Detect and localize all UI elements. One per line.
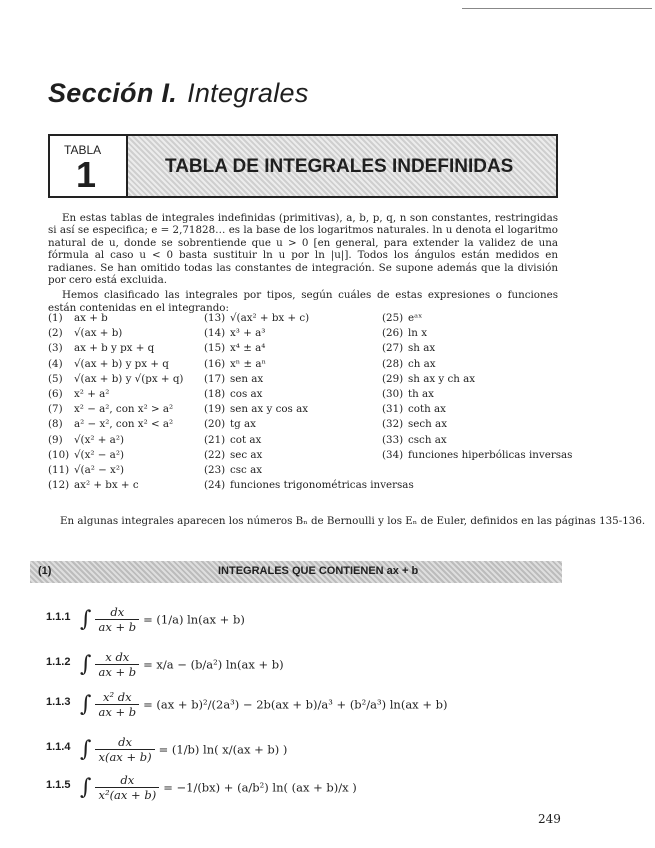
integrand-type-item — [48, 342, 154, 354]
integral-sign: ∫ — [80, 607, 92, 632]
table-title: TABLA DE INTEGRALES INDEFINIDAS — [165, 156, 514, 177]
integrand-type-item — [48, 358, 169, 370]
integrand-type-number: (29) — [382, 372, 404, 385]
bernoulli-euler-note: En algunas integrales aparecen los números Bₙ de Bernoulli y los Eₙ de Euler, definidos en las páginas 135-136. — [60, 515, 646, 527]
integrand-type-expression: x² + a² — [74, 388, 110, 400]
integrand-type-expression: coth ax — [408, 403, 446, 416]
integrand-type-item — [204, 358, 266, 370]
integrand-type-item — [48, 388, 109, 400]
integrand-fraction — [95, 650, 139, 679]
integrand-type-item — [204, 464, 262, 476]
integrand-type-number: (27) — [382, 342, 404, 355]
integrand-type-expression: csch ax — [408, 433, 447, 446]
integrand-numerator: x dx — [95, 650, 139, 665]
integrand-type-item — [204, 373, 263, 385]
integrand-type-number: (9) — [48, 433, 63, 446]
intro-paragraph: Hemos clasificado las integrales por tipos, según cuáles de estas expresiones o funciones están contenidas en el integrando: — [48, 289, 558, 314]
integrand-type-expression: sech ax — [408, 418, 447, 431]
integrand-type-expression: x⁴ ± a⁴ — [230, 342, 266, 355]
section-heading — [48, 78, 309, 109]
integrand-type-number: (12) — [48, 479, 70, 492]
integrand-type-expression: √(ax + b) — [74, 327, 123, 340]
integrand-type-expression: √(a² − x²) — [74, 464, 124, 476]
integrand-type-number: (25) — [382, 312, 404, 324]
intro-text — [48, 212, 558, 314]
integrand-type-number: (7) — [48, 403, 63, 416]
integrand-type-number: (33) — [382, 433, 404, 446]
integrand-type-number: (15) — [204, 342, 226, 355]
integrand-denominator: x²(ax + b) — [98, 788, 157, 802]
integrand-type-item — [48, 312, 108, 324]
integrand-type-number: (6) — [48, 388, 63, 400]
table-header-box — [48, 134, 558, 198]
integrand-type-item — [382, 358, 436, 370]
table-tag-box — [50, 136, 128, 196]
integrand-type-expression: csc ax — [230, 464, 263, 476]
integrand-type-expression: sen ax y cos ax — [230, 403, 309, 416]
integrand-type-number: (23) — [204, 464, 226, 476]
integrand-type-number: (26) — [382, 327, 404, 340]
integrand-type-expression: √(ax + b) y √(px + q) — [74, 372, 184, 385]
integrand-type-number: (16) — [204, 357, 226, 370]
integrand-type-expression: sen ax — [230, 372, 264, 385]
integrand-type-expression: funciones trigonométricas inversas — [230, 479, 414, 492]
integrand-type-number: (11) — [48, 464, 70, 476]
formula-number: 1.1.4 — [46, 741, 71, 753]
formula-result: = x/a − (b/a²) ln(ax + b) — [143, 657, 284, 672]
integrand-type-item — [204, 403, 308, 415]
integrand-type-item — [48, 434, 124, 446]
integrand-type-item — [382, 327, 427, 339]
integrand-type-expression: √(x² + a²) — [74, 433, 124, 446]
integral-sign: ∫ — [80, 737, 92, 762]
formula — [80, 605, 245, 634]
integrand-type-expression: x³ + a³ — [230, 327, 266, 340]
subsection-band — [30, 561, 562, 583]
integrand-type-expression: √(ax + b) y px + q — [74, 357, 169, 370]
integrand-numerator: dx — [95, 735, 154, 750]
integrand-type-expression: cos ax — [230, 388, 263, 400]
integrand-type-number: (17) — [204, 372, 226, 385]
integrand-type-item — [48, 327, 122, 339]
top-edge-line — [462, 8, 652, 9]
integrand-type-item — [48, 449, 124, 461]
integrand-fraction — [95, 773, 159, 802]
integrand-type-number: (24) — [204, 479, 226, 492]
formula — [80, 690, 447, 719]
table-number: 1 — [76, 154, 97, 195]
integrand-numerator: dx — [95, 605, 139, 620]
integrand-denominator: x(ax + b) — [98, 750, 152, 764]
integrand-numerator: x² dx — [95, 690, 139, 705]
integrand-fraction — [95, 605, 139, 634]
integrand-type-item — [48, 403, 173, 415]
integrand-denominator: ax + b — [98, 620, 137, 634]
integrand-type-number: (14) — [204, 327, 226, 340]
section-title: Integrales — [187, 78, 309, 108]
formula-number: 1.1.5 — [46, 779, 71, 791]
integrand-type-expression: sec ax — [230, 448, 263, 461]
integrand-type-expression: x² − a², con x² > a² — [74, 403, 174, 416]
integrand-type-expression: a² − x², con x² < a² — [74, 418, 174, 431]
integrand-type-number: (31) — [382, 403, 404, 416]
integrand-type-item — [48, 479, 139, 491]
integrand-type-item — [204, 342, 265, 354]
integral-sign: ∫ — [80, 652, 92, 677]
integrand-denominator: ax + b — [98, 665, 137, 679]
integrand-fraction — [95, 690, 139, 719]
integrand-numerator: dx — [95, 773, 159, 788]
integrand-type-item — [204, 434, 261, 446]
table-tag: TABLA — [64, 143, 102, 157]
formula-result: = (ax + b)²/(2a³) − 2b(ax + b)/a³ + (b²/a³) ln(ax + b) — [143, 697, 448, 712]
integral-sign: ∫ — [80, 692, 92, 717]
intro-paragraph: En estas tablas de integrales indefinidas (primitivas), a, b, p, q, n son constantes, restringidas si así se especifica; e = 2,71828… es la base de los logaritmos naturales. ln u denota el logaritmo natural de u, donde se sobrentiende que u > 0 [en general, para extender la validez de una fórmula al caso u < 0 basta sustituir ln u por ln |u|]. Todos los ángulos están medidos en radianes. Se han omitido todas las constantes de integración. Se supone además que la división por cero está excluida. — [48, 212, 558, 287]
integrand-type-item — [204, 327, 265, 339]
formula — [80, 773, 357, 802]
integrand-type-item — [382, 388, 434, 400]
integrand-types-list — [48, 312, 573, 508]
formula — [80, 735, 287, 764]
formula — [80, 650, 284, 679]
integrand-type-expression: eᵃˣ — [408, 312, 423, 324]
integrand-type-number: (4) — [48, 357, 63, 370]
integrand-type-number: (32) — [382, 418, 404, 431]
integrand-type-item — [382, 403, 446, 415]
integrand-type-expression: √(x² − a²) — [74, 448, 124, 461]
subsection-number: (1) — [38, 565, 52, 577]
integrand-type-expression: ln x — [408, 327, 428, 340]
integrand-type-item — [204, 418, 256, 430]
integrand-type-item — [382, 449, 572, 461]
integrand-type-number: (28) — [382, 357, 404, 370]
integrand-type-number: (21) — [204, 433, 226, 446]
section-label: Sección I. — [48, 78, 178, 108]
integrand-type-number: (10) — [48, 448, 70, 461]
integrand-type-number: (1) — [48, 312, 63, 324]
integrand-type-item — [382, 434, 447, 446]
integrand-type-number: (8) — [48, 418, 63, 431]
integrand-type-expression: ax + b — [74, 312, 108, 324]
integrand-type-expression: sh ax — [408, 342, 436, 355]
integrand-type-number: (18) — [204, 388, 226, 400]
integrand-type-item — [48, 373, 183, 385]
integrand-type-item — [204, 479, 414, 491]
integrand-type-number: (5) — [48, 372, 63, 385]
formula-result: = (1/a) ln(ax + b) — [143, 612, 245, 627]
integrand-type-number: (30) — [382, 388, 404, 400]
integrand-type-expression: √(ax² + bx + c) — [230, 312, 310, 324]
page-number: 249 — [538, 812, 561, 826]
integrand-type-item — [382, 418, 447, 430]
integrand-type-expression: ax² + bx + c — [74, 479, 139, 492]
integrand-type-number: (2) — [48, 327, 63, 340]
integrand-type-expression: xⁿ ± aⁿ — [230, 357, 267, 370]
formula-number: 1.1.1 — [46, 611, 71, 623]
integrand-type-number: (20) — [204, 418, 226, 431]
integrand-type-expression: funciones hiperbólicas inversas — [408, 448, 573, 461]
integrand-type-expression: sh ax y ch ax — [408, 372, 476, 385]
integrand-fraction — [95, 735, 154, 764]
formula-number: 1.1.2 — [46, 656, 71, 668]
integrand-type-number: (34) — [382, 448, 404, 461]
integrand-type-number: (19) — [204, 403, 226, 416]
integrand-type-number: (22) — [204, 448, 226, 461]
integrand-type-item — [204, 312, 309, 324]
formula-result: = −1/(bx) + (a/b²) ln( (ax + b)/x ) — [163, 780, 357, 795]
integrand-type-item — [204, 388, 262, 400]
integrand-type-item — [48, 418, 173, 430]
integrand-type-number: (13) — [204, 312, 226, 324]
integrand-type-expression: cot ax — [230, 433, 262, 446]
integrand-type-expression: tg ax — [230, 418, 256, 431]
subsection-title: INTEGRALES QUE CONTIENEN ax + b — [218, 565, 419, 577]
integrand-denominator: ax + b — [98, 705, 137, 719]
integrand-type-item — [48, 464, 124, 476]
integrand-type-item — [382, 342, 435, 354]
integral-sign: ∫ — [80, 775, 92, 800]
formula-number: 1.1.3 — [46, 696, 71, 708]
integrand-type-item — [382, 312, 422, 324]
integrand-type-expression: ax + b y px + q — [74, 342, 155, 355]
integrand-type-expression: ch ax — [408, 357, 436, 370]
integrand-type-item — [204, 449, 262, 461]
integrand-type-item — [382, 373, 475, 385]
integrand-type-number: (3) — [48, 342, 63, 355]
formula-result: = (1/b) ln( x/(ax + b) ) — [158, 742, 288, 757]
integrand-type-expression: th ax — [408, 388, 434, 400]
